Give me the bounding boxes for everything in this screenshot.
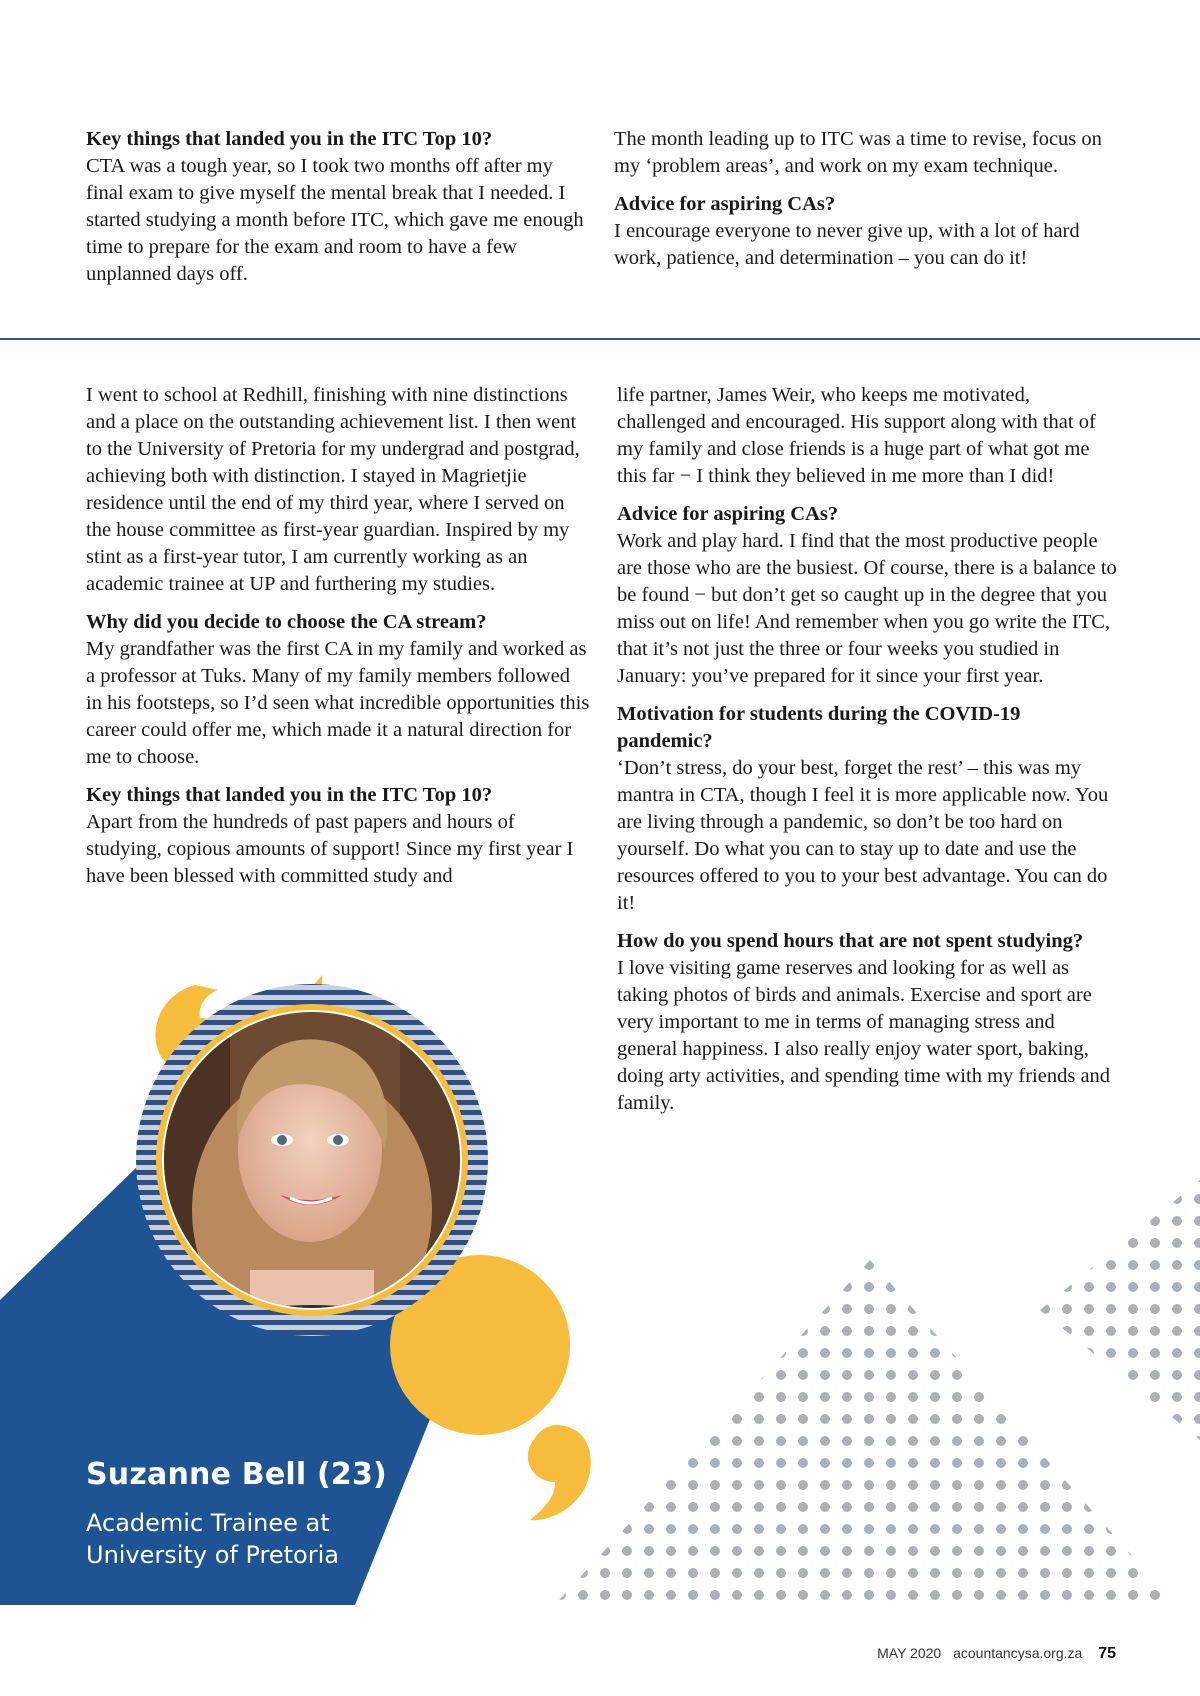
- profile-name: Suzanne Bell (23): [86, 1457, 387, 1492]
- main-left-answer-1: My grandfather was the first CA in my family and worked as a professor at Tuks. Many of my family members followed in his footsteps, so I’d seen what incredible opportunities this career could offer me, which made it a natural direction for me to choose.: [86, 638, 590, 768]
- main-left-intro: I went to school at Redhill, finishing with nine distinctions and a place on the outstanding achievement list. I then went to the University of Pretoria for my undergrad and postgrad, achieving both with distinction. I stayed in Magrietjie residence until the end of my third year, where I served on the house committee as first-year guardian. Inspired by my stint as a first-year tutor, I am currently working as an academic trainee at UP and furthering my studies.: [86, 384, 580, 595]
- top-right-heading: Advice for aspiring CAs?: [614, 193, 836, 215]
- top-right-body: I encourage everyone to never give up, with a lot of hard work, patience, and determination – you can do it!: [614, 220, 1080, 269]
- main-right-answer-1: Work and play hard. I find that the most productive people are those who are the busiest. Of course, there is a balance to be found − but don’t get so caught up in the degree that you miss out on life! And remember when you go write the ITC, that it’s not just the three or four weeks you studied in January: you’ve prepared for it since your first year.: [617, 530, 1117, 687]
- footer-issue: MAY 2020: [877, 1645, 942, 1661]
- main-left-column: [86, 382, 591, 901]
- main-right-answer-2: ‘Don’t stress, do your best, forget the rest’ – this was my mantra in CTA, though I feel it is more applicable now. You are living through a pandemic, so don’t be too hard on yourself. Do what you can to stay up to date and use the resources offered to you to your best advantage. You can do it!: [617, 757, 1109, 914]
- page-footer: [869, 1645, 1116, 1663]
- footer-site: acountancysa.org.za: [953, 1645, 1083, 1661]
- main-right-question-1: Advice for aspiring CAs?: [617, 503, 839, 525]
- page-number: 75: [1098, 1645, 1116, 1662]
- main-right-question-3: How do you spend hours that are not spent studying?: [617, 930, 1084, 952]
- top-right-intro: The month leading up to ITC was a time to revise, focus on my ‘problem areas’, and work on my exam technique.: [614, 128, 1102, 177]
- main-right-question-2: Motivation for students during the COVID-19 pandemic?: [617, 703, 1021, 752]
- main-right-intro: life partner, James Weir, who keeps me motivated, challenged and encouraged. His support along with that of my family and close friends is a huge part of what got me this far − I think they believed in me more than I did!: [617, 384, 1096, 487]
- section-divider: [0, 338, 1200, 340]
- top-right-column: [614, 126, 1114, 283]
- profile-graphic: [0, 960, 1200, 1696]
- top-left-column: [86, 126, 591, 299]
- top-left-body: CTA was a tough year, so I took two months off after my final exam to give myself the mental break that I needed. I started studying a month before ITC, which gave me enough time to prepare for the exam and room to have a few unplanned days off.: [86, 155, 584, 285]
- top-left-heading: Key things that landed you in the ITC Top 10?: [86, 128, 493, 150]
- profile-caption: [86, 1455, 387, 1571]
- quote-mark-bottom-icon: [528, 1425, 591, 1520]
- main-left-answer-2: Apart from the hundreds of past papers and hours of studying, copious amounts of support! Since my first year I have been blessed with committed study and: [86, 811, 574, 887]
- main-left-question-1: Why did you decide to choose the CA stream?: [86, 611, 487, 633]
- profile-role: Academic Trainee at University of Pretoria: [86, 1509, 339, 1569]
- main-left-question-2: Key things that landed you in the ITC Top 10?: [86, 784, 493, 806]
- main-right-answer-3: I love visiting game reserves and looking for as well as taking photos of birds and animals. Exercise and sport are very important to me in terms of managing stress and general happiness. I also really enjoy water sport, baking, doing arty activities, and spending time with my friends and family.: [617, 957, 1111, 1114]
- dotted-triangle-right: [1040, 1180, 1200, 1440]
